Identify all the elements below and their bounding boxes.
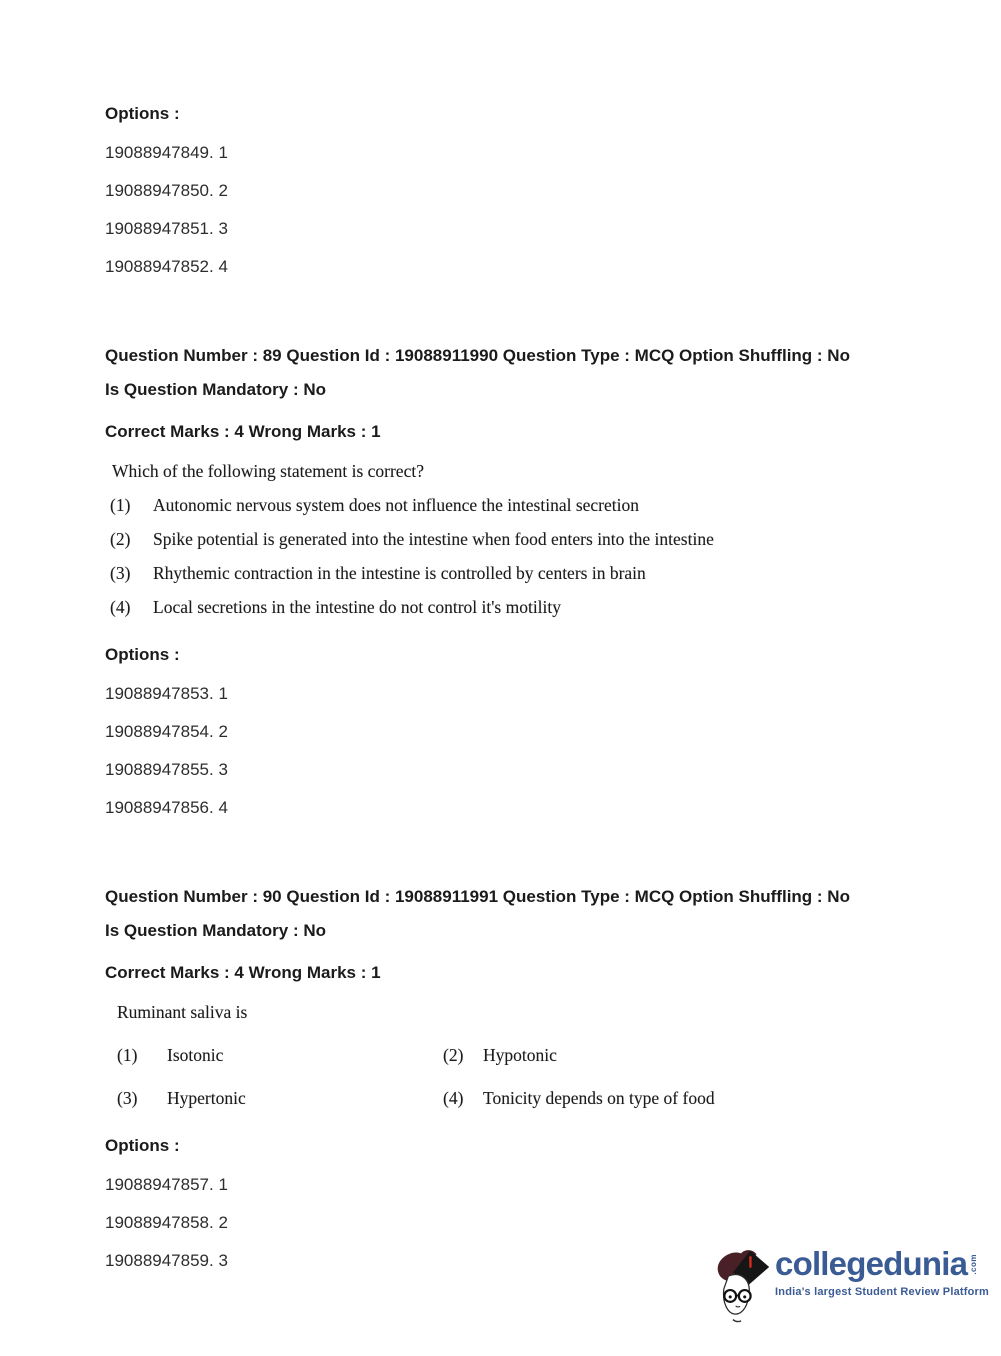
question-89-prompt: Which of the following statement is correct? — [112, 461, 424, 481]
options-block-q89 — [105, 644, 896, 818]
option-id-row: 19088947855. 3 — [105, 760, 228, 779]
question-90-header-line1: Question Number : 90 Question Id : 19088911991 Question Type : MCQ Option Shuffling : No — [105, 887, 850, 906]
option-id-row: 19088947853. 1 — [105, 684, 228, 703]
choice-number: (2) — [110, 529, 131, 549]
choice-number: (3) — [117, 1088, 138, 1108]
choice-row — [105, 1088, 896, 1108]
options-block-q88 — [105, 103, 896, 277]
options-heading: Options : — [105, 1136, 180, 1155]
choice-number: (1) — [117, 1045, 138, 1065]
collegedunia-wordmark — [775, 1245, 989, 1298]
question-90-marks: Correct Marks : 4 Wrong Marks : 1 — [105, 963, 381, 982]
question-90-choices — [105, 1045, 896, 1108]
option-id-row: 19088947856. 4 — [105, 798, 228, 817]
options-heading: Options : — [105, 104, 180, 123]
choice-number: (4) — [110, 597, 131, 617]
collegedunia-logo[interactable] — [713, 1245, 989, 1330]
choice-text: Spike potential is generated into the intestine when food enters into the intestine — [153, 529, 714, 549]
choice-row — [105, 529, 896, 549]
question-89-body — [105, 461, 896, 617]
choice-row — [105, 495, 896, 515]
choice-row — [105, 597, 896, 617]
choice-text: Hypertonic — [167, 1088, 246, 1108]
option-id-row: 19088947849. 1 — [105, 143, 228, 162]
question-89-header-line2: Is Question Mandatory : No — [105, 380, 327, 399]
question-89-header-line1: Question Number : 89 Question Id : 19088911990 Question Type : MCQ Option Shuffling : No — [105, 346, 850, 365]
question-89-header — [105, 339, 896, 407]
collegedunia-mascot-icon — [713, 1247, 771, 1330]
choice-text: Local secretions in the intestine do not control it's motility — [153, 597, 562, 617]
choice-row — [105, 563, 896, 583]
question-89-marks: Correct Marks : 4 Wrong Marks : 1 — [105, 422, 381, 441]
option-id-row: 19088947852. 4 — [105, 257, 228, 276]
collegedunia-brand-name: collegedunia — [775, 1245, 968, 1282]
question-block-89 — [105, 339, 896, 818]
options-heading: Options : — [105, 645, 180, 664]
collegedunia-brand-suffix: .com — [969, 1253, 979, 1275]
choice-number: (4) — [443, 1088, 464, 1108]
choice-number: (3) — [110, 563, 131, 583]
choice-number: (1) — [110, 495, 131, 515]
option-id-row: 19088947857. 1 — [105, 1175, 228, 1194]
question-90-prompt: Ruminant saliva is — [117, 1002, 248, 1022]
question-90-header-line2: Is Question Mandatory : No — [105, 921, 327, 940]
option-id-row: 19088947854. 2 — [105, 722, 228, 741]
option-id-row: 19088947859. 3 — [105, 1251, 228, 1270]
option-id-row: 19088947851. 3 — [105, 219, 228, 238]
choice-text: Hypotonic — [483, 1045, 557, 1065]
choice-text: Rhythemic contraction in the intestine is controlled by centers in brain — [153, 563, 646, 583]
option-id-row: 19088947858. 2 — [105, 1213, 228, 1232]
question-90-header — [105, 880, 896, 948]
choice-text: Tonicity depends on type of food — [483, 1088, 715, 1108]
question-block-90 — [105, 880, 896, 1271]
question-89-choices — [105, 495, 896, 617]
option-id-row: 19088947850. 2 — [105, 181, 228, 200]
collegedunia-tagline: India's largest Student Review Platform — [775, 1286, 989, 1298]
choice-number: (2) — [443, 1045, 464, 1065]
choice-row — [105, 1045, 896, 1065]
question-90-body — [105, 1002, 896, 1108]
choice-text: Autonomic nervous system does not influence the intestinal secretion — [153, 495, 640, 515]
choice-text: Isotonic — [167, 1045, 224, 1065]
